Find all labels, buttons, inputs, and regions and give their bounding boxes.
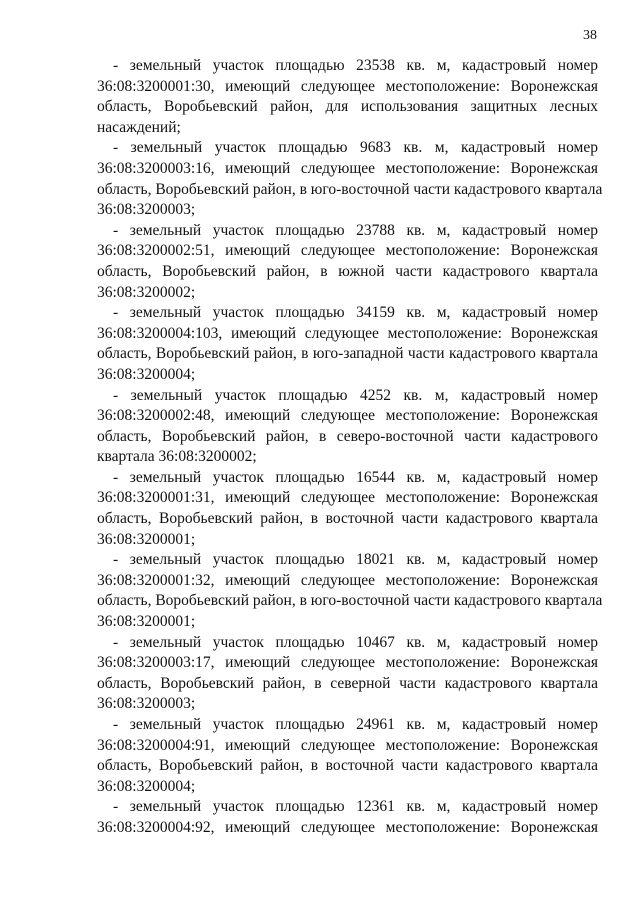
entry-line: 36:08:3200004:91, имеющий следующее местоположение: Воронежская	[97, 736, 598, 754]
entry-line: 36:08:3200004:92, имеющий следующее местоположение: Воронежская	[97, 818, 598, 836]
entry-line: область, Воробьевский район, для использования защитных лесных	[97, 98, 598, 116]
entry-line: область, Воробьевский район, в восточной части кадастрового квартала	[97, 757, 598, 775]
entry-line: 36:08:3200003:16, имеющий следующее местоположение: Воронежская	[97, 159, 598, 177]
entry-line: - земельный участок площадью 18021 кв. м, кадастровый номер	[113, 551, 598, 569]
entry-line: - земельный участок площадью 12361 кв. м, кадастровый номер	[113, 798, 598, 816]
entry-line: 36:08:3200001;	[97, 613, 196, 631]
land-plot-entry	[97, 715, 598, 797]
entry-line: - земельный участок площадью 10467 кв. м, кадастровый номер	[113, 633, 598, 651]
entry-line: 36:08:3200003;	[97, 695, 196, 713]
entry-line: область, Воробьевский район, в восточной части кадастрового квартала	[97, 510, 598, 528]
entry-line: насаждений;	[97, 118, 181, 136]
land-plot-entry	[97, 797, 598, 838]
entry-line: - земельный участок площадью 4252 кв. м, кадастровый номер	[113, 386, 598, 404]
land-plot-entry	[97, 303, 598, 385]
entry-line: область, Воробьевский район, в юго-западной части кадастрового квартала	[97, 345, 598, 363]
entry-line: - земельный участок площадью 23788 кв. м, кадастровый номер	[113, 221, 598, 239]
land-plot-entry	[97, 633, 598, 715]
entry-line: 36:08:3200001;	[97, 530, 196, 548]
land-plot-entry	[97, 550, 603, 632]
entry-line: область, Воробьевский район, в южной части кадастрового квартала	[97, 262, 598, 280]
land-plot-entry	[97, 468, 598, 550]
entry-line: - земельный участок площадью 34159 кв. м, кадастровый номер	[113, 304, 598, 322]
entry-line: 36:08:3200004;	[97, 777, 196, 795]
entry-line: 36:08:3200003:17, имеющий следующее местоположение: Воронежская	[97, 654, 598, 672]
entry-line: 36:08:3200002:48, имеющий следующее местоположение: Воронежская	[97, 407, 598, 425]
page-number: 38	[583, 28, 597, 43]
entry-line: - земельный участок площадью 9683 кв. м, кадастровый номер	[113, 139, 598, 157]
entry-line: область, Воробьевский район, в юго-восточной части кадастрового квартала	[97, 592, 603, 610]
entry-line: 36:08:3200004;	[97, 365, 196, 383]
entry-line: область, Воробьевский район, в северо-восточной части кадастрового	[97, 427, 598, 445]
entry-line: квартала 36:08:3200002;	[97, 448, 257, 466]
entry-line: 36:08:3200001:30, имеющий следующее местоположение: Воронежская	[97, 77, 598, 95]
entry-line: 36:08:3200001:31, имеющий следующее местоположение: Воронежская	[97, 489, 598, 507]
entry-line: 36:08:3200001:32, имеющий следующее местоположение: Воронежская	[97, 571, 598, 589]
land-plot-entry	[97, 138, 603, 220]
entry-line: область, Воробьевский район, в юго-восточной части кадастрового квартала	[97, 180, 603, 198]
entry-line: - земельный участок площадью 24961 кв. м, кадастровый номер	[113, 716, 598, 733]
entry-line: - земельный участок площадью 16544 кв. м, кадастровый номер	[113, 468, 598, 486]
entry-line: область, Воробьевский район, в северной части кадастрового квартала	[97, 674, 598, 692]
land-plot-entry	[97, 221, 598, 303]
entry-line: - земельный участок площадью 23538 кв. м, кадастровый номер	[113, 57, 598, 74]
land-plot-entry	[97, 56, 598, 138]
entry-line: 36:08:3200004:103, имеющий следующее местоположение: Воронежская	[97, 324, 598, 342]
entry-line: 36:08:3200002:51, имеющий следующее местоположение: Воронежская	[97, 242, 598, 260]
document-body	[97, 56, 603, 839]
land-plot-entry	[97, 386, 598, 468]
entry-line: 36:08:3200002;	[97, 283, 196, 301]
entry-line: 36:08:3200003;	[97, 201, 196, 219]
